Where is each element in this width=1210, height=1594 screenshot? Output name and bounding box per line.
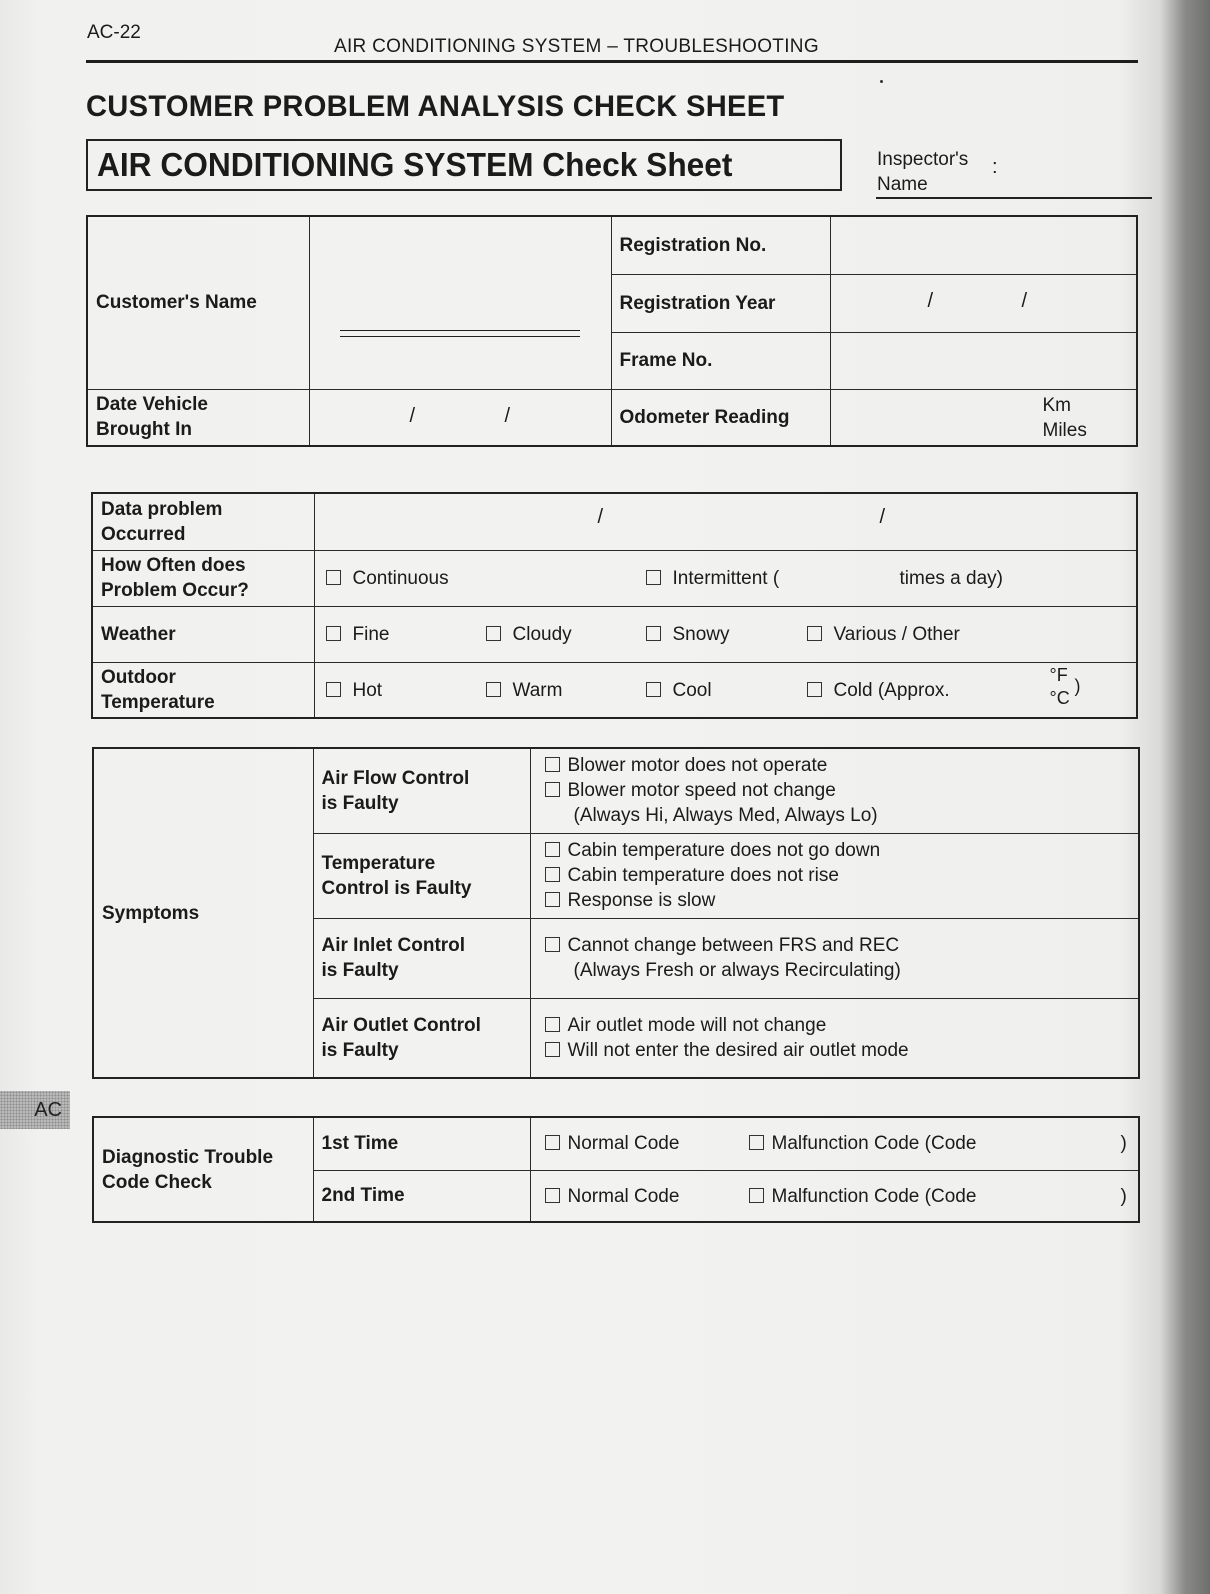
registration-no-label: Registration No. <box>619 234 767 256</box>
checkbox-icon[interactable] <box>545 1135 560 1150</box>
option-hot[interactable]: Hot <box>326 680 383 702</box>
checkbox-icon[interactable] <box>545 1017 560 1032</box>
date-occurred-sep-1: / <box>597 506 604 528</box>
date-occurred-label-line2: Occurred <box>101 523 186 545</box>
checkbox-icon[interactable] <box>545 757 560 772</box>
option-cool[interactable]: Cool <box>646 680 712 702</box>
unit-fahrenheit: °F <box>1049 664 1068 685</box>
customer-name-label: Customer's Name <box>96 292 257 314</box>
option-intermittent[interactable]: Intermittent ( <box>646 568 780 590</box>
option-cloudy[interactable]: Cloudy <box>486 624 572 646</box>
stray-mark <box>880 80 883 83</box>
date-brought-in-sep-1: / <box>409 404 416 427</box>
section-tab-ac <box>0 1091 70 1129</box>
symptom-group-label-cell <box>313 833 530 918</box>
frame-no-field[interactable] <box>830 332 1137 389</box>
date-brought-in-label-line2: Brought In <box>96 419 193 441</box>
option-cannot-change-frs-rec[interactable]: Cannot change between FRS and REC <box>545 933 1131 958</box>
symptom-group-label-cell <box>313 918 530 998</box>
malfunction-close-paren-1: ) <box>1120 1133 1127 1154</box>
option-cold[interactable]: Cold (Approx. <box>807 680 950 702</box>
malfunction-close-paren-2: ) <box>1120 1185 1127 1207</box>
dtc-second-time-options <box>530 1170 1139 1222</box>
checkbox-icon[interactable] <box>646 682 661 697</box>
checkbox-icon[interactable] <box>545 892 560 907</box>
registration-no-label-cell <box>611 216 830 274</box>
odometer-unit-km: Km <box>1042 394 1071 416</box>
option-warm[interactable]: Warm <box>486 680 563 702</box>
customer-name-double-underline <box>340 330 580 337</box>
odometer-unit-miles: Miles <box>1042 419 1087 441</box>
option-various-other[interactable]: Various / Other <box>807 624 960 646</box>
registration-year-sep-1: / <box>927 289 934 312</box>
odometer-label: Odometer Reading <box>619 406 790 428</box>
option-temp-not-go-down[interactable]: Cabin temperature does not go down <box>545 838 1131 863</box>
date-occurred-sep-2: / <box>879 506 886 528</box>
dtc-second-time-label: 2nd Time <box>321 1185 405 1207</box>
sheet-title-box <box>86 139 842 191</box>
option-normal-code-2[interactable]: Normal Code <box>545 1186 680 1208</box>
air-flow-note: (Always Hi, Always Med, Always Lo) <box>573 805 878 827</box>
inspector-name-field[interactable] <box>876 197 1152 199</box>
symptom-group-label-cell <box>313 998 530 1078</box>
unit-celsius: °C <box>1049 687 1070 708</box>
option-fine[interactable]: Fine <box>326 624 390 646</box>
option-outlet-mode-not-change[interactable]: Air outlet mode will not change <box>545 1013 1131 1038</box>
weather-options <box>314 606 1137 662</box>
conditions-table <box>91 492 1138 719</box>
dtc-row-label-cell <box>313 1170 530 1222</box>
dtc-row-label-cell <box>313 1117 530 1170</box>
checkbox-icon[interactable] <box>749 1135 764 1150</box>
checkbox-icon[interactable] <box>545 1188 560 1203</box>
frequency-label-line1: How Often does <box>101 555 246 576</box>
checkbox-icon[interactable] <box>646 570 661 585</box>
checkbox-icon[interactable] <box>486 682 501 697</box>
checkbox-icon[interactable] <box>545 867 560 882</box>
date-brought-in-label-cell <box>87 389 309 446</box>
checkbox-icon[interactable] <box>326 570 341 585</box>
option-malfunction-code-2[interactable]: Malfunction Code (Code <box>749 1186 977 1208</box>
air-inlet-note: (Always Fresh or always Recirculating) <box>573 960 901 981</box>
weather-label: Weather <box>101 623 176 645</box>
frequency-options <box>314 550 1137 606</box>
sheet-title: AIR CONDITIONING SYSTEM Check Sheet <box>97 146 733 183</box>
registration-year-label: Registration Year <box>619 292 776 314</box>
temperature-label-line1: Outdoor <box>101 666 176 688</box>
option-continuous[interactable]: Continuous <box>326 568 449 590</box>
option-response-slow[interactable]: Response is slow <box>545 888 1131 913</box>
frame-no-label: Frame No. <box>619 350 713 371</box>
temperature-control-options <box>530 833 1139 918</box>
option-blower-speed-not-change[interactable]: Blower motor speed not change <box>545 778 1131 803</box>
air-flow-options <box>530 748 1139 833</box>
symptoms-table <box>92 747 1140 1079</box>
option-not-enter-outlet-mode[interactable]: Will not enter the desired air outlet mode <box>545 1038 1131 1063</box>
option-blower-not-operate[interactable]: Blower motor does not operate <box>545 753 1131 778</box>
checkbox-icon[interactable] <box>326 682 341 697</box>
registration-year-label-cell <box>611 274 830 332</box>
page-title: CUSTOMER PROBLEM ANALYSIS CHECK SHEET <box>86 90 785 123</box>
dtc-label-line2: Code Check <box>102 1171 212 1193</box>
temperature-label-line2: Temperature <box>101 691 215 713</box>
dtc-label-line1: Diagnostic Trouble <box>102 1146 274 1168</box>
checkbox-icon[interactable] <box>807 682 822 697</box>
option-temp-not-rise[interactable]: Cabin temperature does not rise <box>545 863 1131 888</box>
temperature-control-label-line2: Control is Faulty <box>321 877 472 899</box>
customer-name-field[interactable] <box>309 216 611 389</box>
section-tab-label: AC <box>34 1098 62 1121</box>
dtc-first-time-options <box>530 1117 1139 1170</box>
customer-name-label-cell <box>87 216 309 389</box>
inspector-colon: : <box>992 156 998 178</box>
inspector-label-line2: Name <box>877 174 928 195</box>
registration-year-sep-2: / <box>1021 289 1028 312</box>
option-snowy[interactable]: Snowy <box>646 624 730 646</box>
temperature-close-paren: ) <box>1074 675 1081 696</box>
running-head: AIR CONDITIONING SYSTEM – TROUBLESHOOTING <box>334 36 819 57</box>
odometer-units <box>1043 393 1087 443</box>
symptoms-label: Symptoms <box>102 902 200 924</box>
date-brought-in-sep-2: / <box>504 404 511 427</box>
checkbox-icon[interactable] <box>486 626 501 641</box>
dtc-first-time-label: 1st Time <box>321 1133 399 1155</box>
air-outlet-options <box>530 998 1139 1078</box>
checkbox-icon[interactable] <box>646 626 661 641</box>
weather-label-cell <box>92 606 314 662</box>
air-inlet-options <box>530 918 1139 998</box>
dtc-label-cell <box>93 1117 313 1222</box>
times-a-day-suffix: times a day) <box>899 567 1003 589</box>
checkbox-icon[interactable] <box>545 782 560 797</box>
temperature-control-label-line1: Temperature <box>321 852 436 874</box>
registration-no-field[interactable] <box>830 216 1137 274</box>
checkbox-icon[interactable] <box>545 842 560 857</box>
symptom-group-label-cell <box>313 748 530 833</box>
inspector-name-label <box>877 147 968 197</box>
option-normal-code-1[interactable]: Normal Code <box>545 1133 680 1155</box>
air-inlet-label-line2: is Faulty <box>321 960 399 981</box>
header-rule <box>86 60 1138 63</box>
odometer-field[interactable] <box>830 389 1137 446</box>
date-brought-in-field[interactable] <box>309 389 611 446</box>
air-outlet-label-line2: is Faulty <box>321 1039 399 1061</box>
air-outlet-label-line1: Air Outlet Control <box>321 1014 481 1036</box>
date-brought-in-label-line1: Date Vehicle <box>96 394 208 416</box>
frame-no-label-cell <box>611 332 830 389</box>
inspector-label-line1: Inspector's <box>877 149 969 170</box>
odometer-label-cell <box>611 389 830 446</box>
checkbox-icon[interactable] <box>545 1042 560 1057</box>
dtc-table <box>92 1116 1140 1223</box>
registration-year-field[interactable] <box>830 274 1137 332</box>
date-occurred-label-cell <box>92 493 314 550</box>
checkbox-icon[interactable] <box>326 626 341 641</box>
frequency-label-cell <box>92 550 314 606</box>
date-occurred-field[interactable] <box>314 493 1137 550</box>
checkbox-icon[interactable] <box>807 626 822 641</box>
vehicle-info-table <box>86 215 1138 447</box>
checkbox-icon[interactable] <box>545 937 560 952</box>
air-flow-label-line1: Air Flow Control <box>321 767 470 789</box>
temperature-label-cell <box>92 662 314 718</box>
symptoms-label-cell <box>93 748 313 1078</box>
temperature-options <box>314 662 1137 718</box>
option-malfunction-code-1[interactable]: Malfunction Code (Code <box>749 1133 977 1155</box>
page-number: AC-22 <box>87 22 141 43</box>
air-inlet-label-line1: Air Inlet Control <box>321 935 466 956</box>
air-flow-label-line2: is Faulty <box>321 792 399 814</box>
checkbox-icon[interactable] <box>749 1188 764 1203</box>
frequency-label-line2: Problem Occur? <box>101 580 249 601</box>
date-occurred-label-line1: Data problem <box>101 498 223 520</box>
